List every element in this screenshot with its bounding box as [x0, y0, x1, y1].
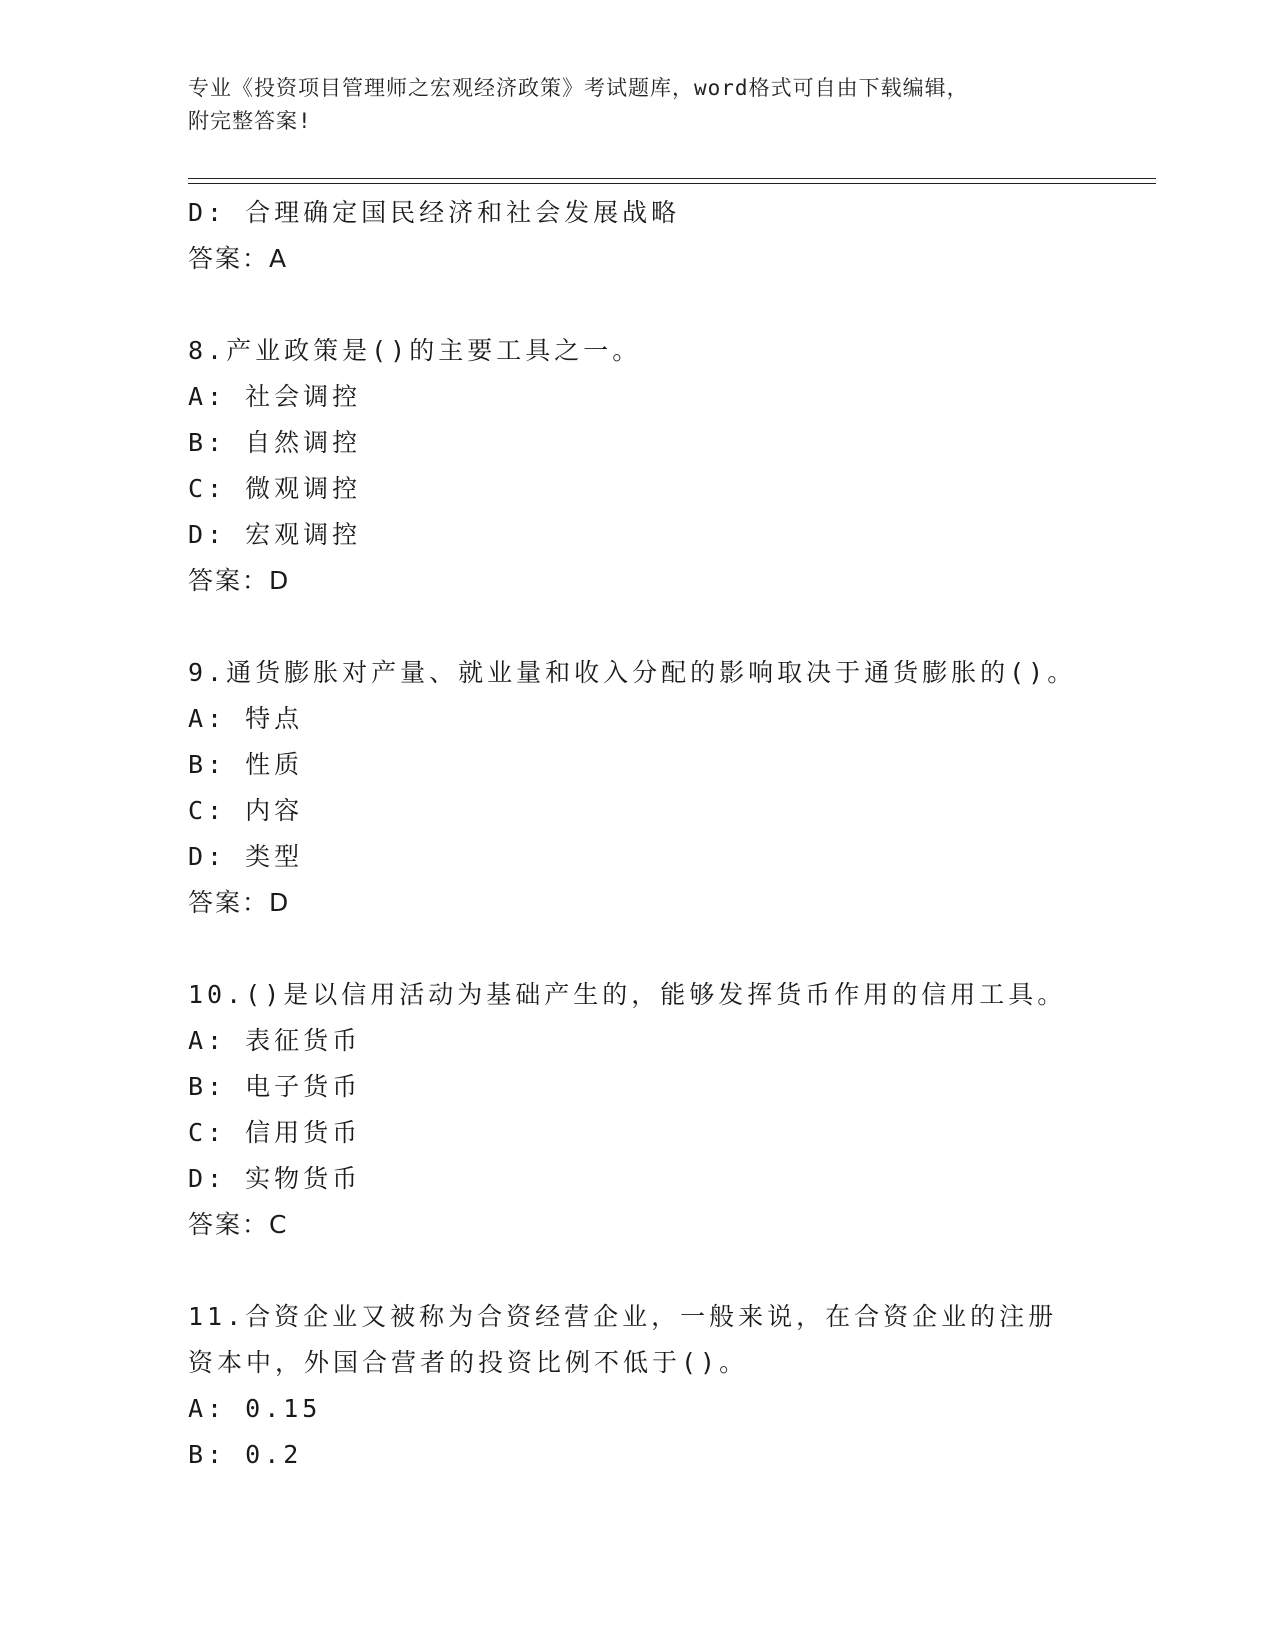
question-stem: 8.产业政策是()的主要工具之一。 [188, 336, 642, 365]
header-divider-top [188, 178, 1156, 179]
question-8 [188, 328, 1088, 604]
option-a: A: 社会调控 [188, 382, 362, 411]
option-c: C: 内容 [188, 796, 304, 825]
option-d: D: 宏观调控 [188, 520, 362, 549]
question-stem: 9.通货膨胀对产量、就业量和收入分配的影响取决于通货膨胀的()。 [188, 658, 1077, 687]
header-divider-bottom [188, 183, 1156, 184]
option-a: A: 0.15 [188, 1394, 322, 1423]
header-line-1: 专业《投资项目管理师之宏观经济政策》考试题库，word格式可自由下载编辑， [188, 76, 969, 100]
spacer [188, 1248, 1088, 1294]
prev-option-d: D: 合理确定国民经济和社会发展战略 [188, 198, 681, 227]
header-line-2: 附完整答案! [188, 109, 312, 133]
option-c: C: 微观调控 [188, 474, 362, 503]
question-11 [188, 1294, 1088, 1478]
option-d: D: 类型 [188, 842, 304, 871]
option-a: A: 特点 [188, 704, 304, 733]
option-b: B: 0.2 [188, 1440, 303, 1469]
option-c: C: 信用货币 [188, 1118, 362, 1147]
option-a: A: 表征货币 [188, 1026, 362, 1055]
answer: 答案：D [188, 888, 291, 917]
option-b: B: 电子货币 [188, 1072, 362, 1101]
document-header [188, 72, 1088, 138]
option-b: B: 性质 [188, 750, 304, 779]
spacer [188, 926, 1088, 972]
answer: 答案：D [188, 566, 291, 595]
question-10 [188, 972, 1088, 1248]
question-stem: 11.合资企业又被称为合资经营企业，一般来说，在合资企业的注册资本中，外国合营者的投资比例不低于()。 [188, 1302, 1058, 1377]
option-b: B: 自然调控 [188, 428, 362, 457]
answer: 答案：C [188, 1210, 289, 1239]
document-body [188, 190, 1088, 1478]
spacer [188, 604, 1088, 650]
spacer [188, 282, 1088, 328]
option-d: D: 实物货币 [188, 1164, 362, 1193]
prev-answer: 答案：A [188, 244, 289, 273]
question-9 [188, 650, 1088, 926]
question-stem: 10.()是以信用活动为基础产生的，能够发挥货币作用的信用工具。 [188, 980, 1067, 1009]
